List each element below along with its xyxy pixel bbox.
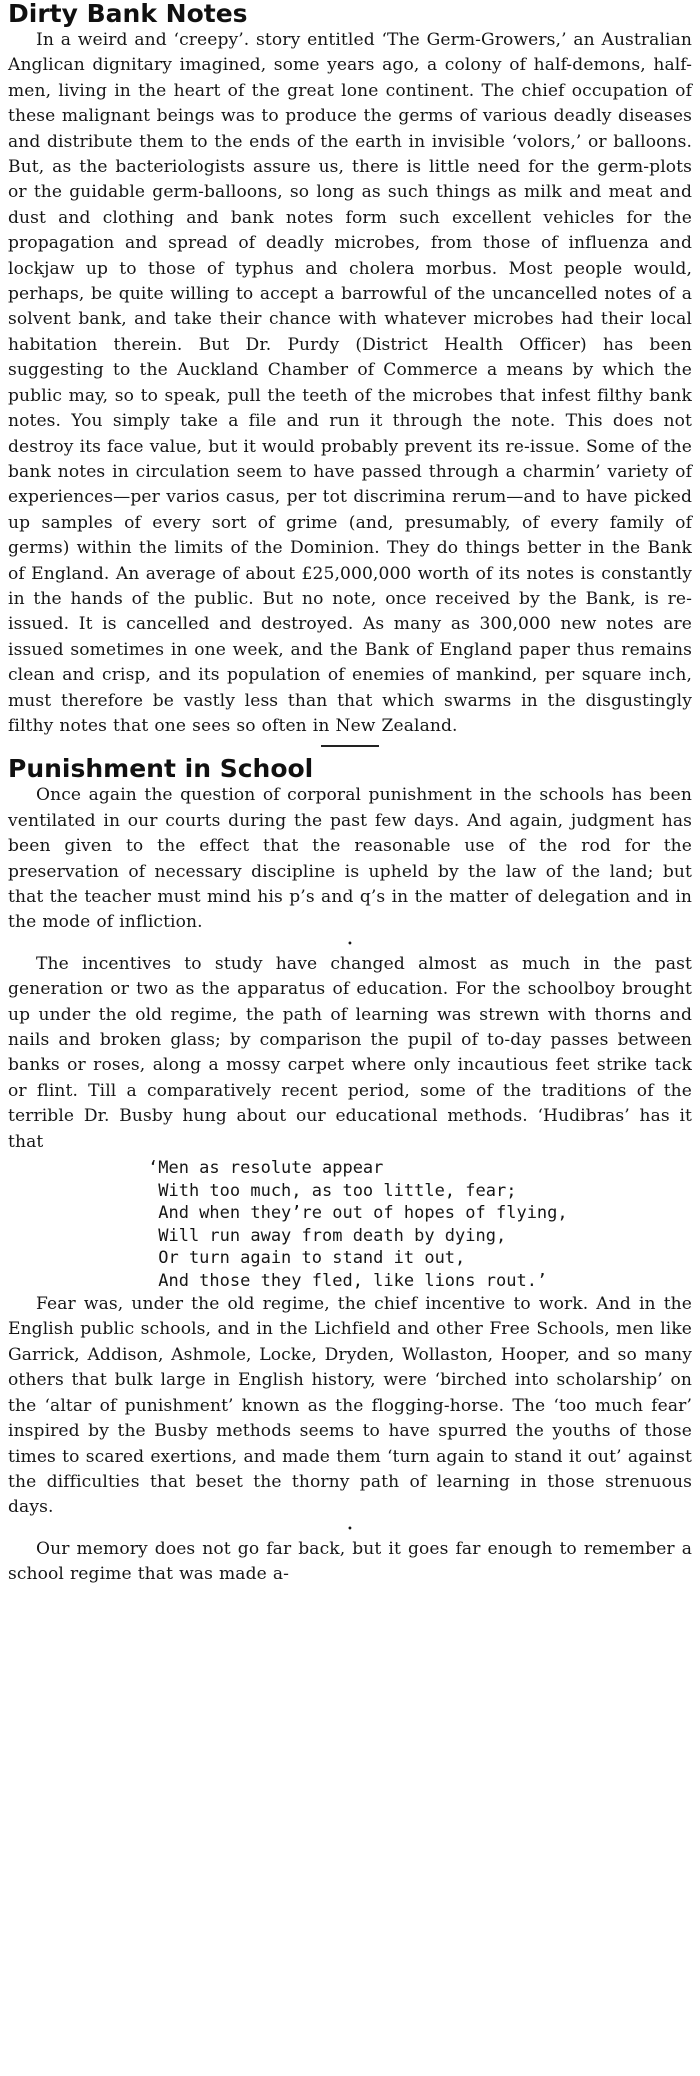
paragraph-punishment-4: Our memory does not go far back, but it goes far enough to remember a school regime that was made a- <box>8 1538 692 1585</box>
hudibras-verse <box>148 1157 692 1292</box>
verse-line: And when they’re out of hopes of flying, <box>148 1203 568 1224</box>
verse-line: Will run away from death by dying, <box>148 1225 507 1246</box>
section-title-dirty-bank-notes: Dirty Bank Notes <box>8 0 248 28</box>
section-title-punishment-in-school: Punishment in School <box>8 754 314 784</box>
paragraph-dirty-bank-notes: In a weird and ‘creepy’. story entitled ‘The Germ-Growers,’ an Australian Anglican dignitary imagined, some years ago, a colony of half-demons, half-men, living in the heart of the great lone continent. The chief occupation of these malignant beings was to produce the germs of various deadly diseases and distribute them to the ends of the earth in invisible ‘volors,’ or balloons. But, as the bacteriologists assure us, there is little need for the germ-plots or the guidable germ-balloons, so long as such things as milk and meat and dust and clothing and bank notes form such excellent vehicles for the propagation and spread of deadly microbes, from those of influenza and lockjaw up to those of typhus and cholera morbus. Most people would, perhaps, be quite willing to accept a barrowful of the uncancelled notes of a solvent bank, and take their chance with whatever microbes had their local habitation therein. But Dr. Purdy (District Health Officer) has been suggesting to the Auckland Chamber of Commerce a means by which the public may, so to speak, pull the teeth of the microbes that infest filthy bank notes. You simply take a file and run it through the note. This does not destroy its face value, but it would probably prevent its re-issue. Some of the bank notes in circulation seem to have passed through a charmin’ variety of experiences—per varios casus, per tot discrimina rerum—and to have picked up samples of every sort of grime (and, presumably, of every family of germs) within the limits of the Dominion. They do things better in the Bank of England. An average of about £25,000,000 worth of its notes is constantly in the hands of the public. But no note, once received by the Bank, is re-issued. It is cancelled and destroyed. As many as 300,000 new notes are issued sometimes in one week, and the Bank of England paper thus remains clean and crisp, and its population of enemies of mankind, per square inch, must therefore be vastly less than that which swarms in the disgustingly filthy notes that one sees so often in New Zealand. <box>8 30 692 736</box>
section-divider-rule <box>321 745 379 747</box>
verse-line: ‘Men as resolute appear <box>148 1158 384 1179</box>
paragraph-punishment-2: The incentives to study have changed almost as much in the past generation or two as the apparatus of education. For the schoolboy brought up under the old regime, the path of learning was strewn with thorns and nails and broken glass; by comparison the pupil of to-day passes between banks or roses, along a mossy carpet where only incautious feet strike tack or flint. Till a comparatively recent period, some of the traditions of the terrible Dr. Busby hung about our educational methods. ‘Hudibras’ has it that <box>8 953 692 1152</box>
paragraph-separator-dot: • <box>347 1523 353 1535</box>
paragraph-punishment-1: Once again the question of corporal punishment in the schools has been ventilated in our courts during the past few days. And again, judgment has been given to the effect that the reasonable use of the rod for the preservation of necessary discipline is upheld by the law of the land; but that the teacher must mind his p’s and q’s in the matter of delegation and in the mode of infliction. <box>8 785 692 933</box>
paragraph-punishment-3: Fear was, under the old regime, the chief incentive to work. And in the English public schools, and in the Lichfield and other Free Schools, men like Garrick, Addison, Ashmole, Locke, Dryden, Wollaston, Hooper, and so many others that bulk large in English history, were ‘birched into scholarship’ on the ‘altar of punishment’ known as the flogging-horse. The ‘too much fear’ inspired by the Busby methods seems to have spurred the youths of those times to scared exertions, and made them ‘turn again to stand it out’ against the difficulties that beset the thorny path of learning in those strenuous days. <box>8 1294 692 1518</box>
paragraph-separator-dot: • <box>347 938 353 950</box>
verse-line: Or turn again to stand it out, <box>148 1248 466 1269</box>
verse-line: And those they fled, like lions rout.’ <box>148 1270 548 1291</box>
verse-line: With too much, as too little, fear; <box>148 1180 517 1201</box>
